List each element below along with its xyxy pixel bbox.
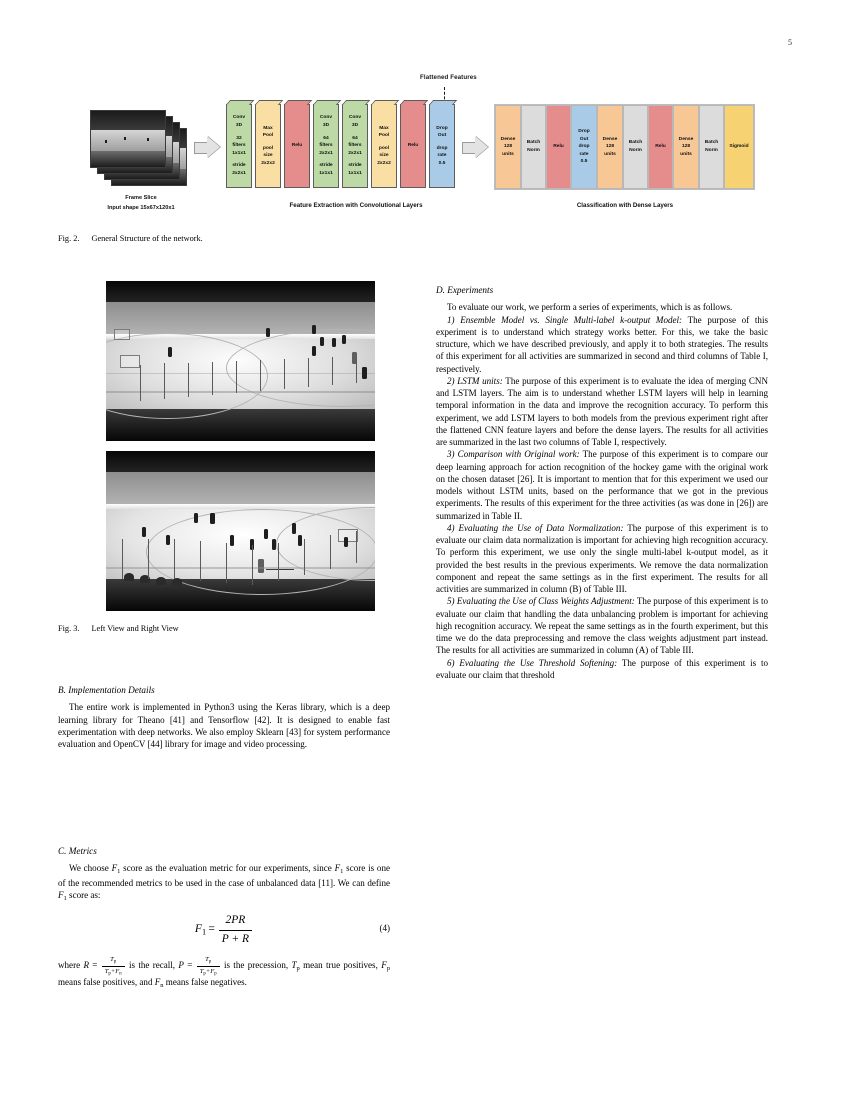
input-frame-caption (66, 194, 216, 213)
layer-text: 2x2x1 (348, 150, 362, 156)
equation-f1-score (58, 913, 390, 947)
f1-symbol: $F_1$ (58, 890, 67, 903)
equation-denominator: P + R (221, 932, 250, 945)
layer-text: Out (437, 133, 447, 139)
layer-text: 128 (605, 144, 615, 150)
equation-numerator: 2PR (219, 913, 252, 931)
layer-text: 64 (323, 135, 329, 141)
left-column-metrics (58, 845, 390, 991)
layer-text: Pool (378, 133, 390, 139)
equation-fraction (219, 913, 252, 947)
paragraph-experiment-item (436, 314, 768, 375)
layer-text: Relu (553, 144, 564, 150)
layer-max-pool (255, 104, 281, 188)
layer-text: Conv (348, 115, 362, 121)
layer-text: 2x2x2 (377, 160, 391, 166)
layer-text: Batch (526, 140, 541, 146)
metrics-text-3: score is one of the recommended metrics to be used in the case of unbalanced data [11]. We can define (58, 863, 390, 889)
layer-text: units (680, 151, 692, 157)
layer-text: Sigmoid (729, 144, 749, 150)
layer-text: 1x1x1 (348, 170, 362, 176)
experiment-item-body: The purpose of this experiment is to evaluate the idea of merging CNN and LSTM layers. The aim is to understand whether LSTM layers will help in learning temporal information in the data and improve the recognition accuracy. To perform this experiment, we add LSTM layers to both models from the previous experiment right after the flattened CNN feature layers and before the dense layers. The results for all activities are summarized in the last two columns of Table I, respectively. (436, 375, 768, 448)
layer-text: stride (232, 163, 246, 169)
figure-2-caption (58, 234, 203, 243)
arrow-input-to-conv-icon (194, 136, 220, 158)
layer-text: 128 (503, 144, 513, 150)
paragraph-experiment-item (436, 595, 768, 656)
layer-conv-3d (342, 104, 368, 188)
paragraph-symbol-definitions: where R = $\frac{T_p}{T_p+F_n}$ is the recall, P = $\frac{T_p}{T_p+F_p}$ is the precession, $T_p$ mean true positives, $F_p$ means false positives, and $F_n$ means false negatives. (58, 956, 390, 990)
layer-text: 0.5 (438, 160, 446, 166)
where-text-5: means false positives, and (58, 977, 155, 988)
metrics-text-4: score as: (66, 890, 101, 901)
layer-text: Dense (602, 136, 618, 142)
heading-implementation-details: B. Implementation Details (58, 685, 155, 695)
true-positives-symbol: $T_p$ (291, 960, 300, 973)
figure-3-left-view-photo (106, 281, 375, 441)
figure-2-caption-text: General Structure of the network. (91, 234, 203, 243)
figure-3-caption-text: Left View and Right View (91, 624, 179, 633)
paragraph-experiment-item (436, 448, 768, 522)
experiment-item-title: 4) Evaluating the Use of Data Normalization: (447, 522, 624, 533)
layer-relu (648, 105, 673, 189)
layer-conv-3d (226, 104, 252, 188)
paragraph-implementation-details: The entire work is implemented in Python3 using the Keras library, which is a deep learning library for Theano [41] and Tensorflow [42]. It is designed to enable fast experimentation with deep networks. We also employ Sklearn [43] for system performance evaluation and OpenCV [44] library for image and video processing. (58, 702, 390, 750)
false-positives-symbol: $F_p$ (381, 960, 390, 973)
flattened-features-label: Flattened Features (420, 74, 477, 81)
layer-text: Batch (704, 140, 719, 146)
heading-experiments: D. Experiments (436, 285, 494, 295)
layer-text: size (379, 153, 389, 159)
feature-extraction-caption: Feature Extraction with Convolutional Layers (289, 202, 423, 209)
experiment-item-body: The purpose of this experiment is to evaluate our claim that handling the data unbalancing problem is important for achieving high recognition accuracy. We repeat the same settings as in the fourth experiment, but this time we do the data preprocessing and remove the class weights adjustment part instead. The results for all activities are summarized in column (A) of Table III. (436, 596, 768, 656)
figure-2-network-diagram (58, 74, 792, 224)
frame-thumbnail (90, 110, 166, 168)
layer-text: Pool (262, 133, 274, 139)
layer-text: units (604, 151, 616, 157)
experiment-items-list (436, 314, 768, 682)
layer-conv-3d (313, 104, 339, 188)
f1-symbol: $F_1$ (334, 863, 344, 876)
figure-3-label: Fig. 3. (58, 624, 80, 633)
equation-number: (4) (379, 923, 390, 933)
layer-text: size (263, 153, 273, 159)
experiment-item-body: The purpose of this experiment is to compare our deep learning approach for action recognition of the hockey game with the original work on the chosen dataset [26]. It is important to mention that for this experiment we used our models without LSTM units, based on the performance that we got in the previous experiments. The results of this experiment for the three activities (as was done in [26]) are summarized in Table II. (436, 449, 768, 521)
layer-text: 128 (681, 144, 691, 150)
layer-text: Dense (678, 136, 694, 142)
where-text-2: is the recall, (125, 960, 179, 971)
where-text-4: mean true positives, (299, 960, 382, 971)
layer-text: 1x1x1 (319, 170, 333, 176)
layer-text: rate (437, 153, 447, 159)
paragraph-experiment-item (436, 522, 768, 596)
layer-text: 3D (351, 123, 359, 129)
experiment-item-body: The purpose of this experiment is to evaluate our claim that threshold (436, 657, 769, 680)
metrics-text-1: We choose (69, 863, 112, 874)
layer-text: pool (378, 145, 390, 151)
layer-text: 2x2x2 (261, 160, 275, 166)
layer-text: 2x2x1 (319, 150, 333, 156)
layer-sigmoid (724, 105, 754, 189)
input-shape-label: Input shape 15x67x120x1 (107, 204, 175, 211)
layer-text: Max (379, 125, 389, 131)
layer-text: Conv (319, 115, 333, 121)
paragraph-experiments-intro: To evaluate our work, we perform a series of experiments, which is as follows. (447, 302, 733, 313)
equation-lhs: $F_1$ (194, 923, 207, 937)
layer-max-pool (371, 104, 397, 188)
layer-dense (597, 105, 623, 189)
experiment-item-body: The purpose of this experiment is to understand which strategy works better. For this, we take the basic structure, which we have described previously, and apply it to both strategies. The results of this experiment for all activities are summarized in second and third columns of Table I, respectively. (436, 314, 768, 374)
layer-text: Norm (527, 148, 540, 153)
layer-relu (284, 104, 310, 188)
layer-relu (546, 105, 571, 189)
layer-text: filters (232, 143, 246, 149)
layer-text: Batch (628, 140, 643, 146)
equation-equals: = (208, 923, 218, 936)
paragraph-experiment-item (436, 657, 768, 682)
layer-drop-out (571, 105, 597, 189)
layer-dense (673, 105, 699, 189)
input-frame-stack (90, 110, 186, 184)
right-column-experiments (436, 284, 768, 681)
layer-text: filters (348, 143, 362, 149)
layer-text: drop (578, 144, 590, 150)
layer-text: Max (263, 125, 273, 131)
f1-symbol: $F_1$ (111, 863, 121, 876)
recall-symbol: R (83, 960, 89, 971)
recall-fraction: $\frac{T_p}{T_p+F_n}$ (102, 956, 125, 976)
precision-fraction: $\frac{T_p}{T_p+F_p}$ (197, 956, 220, 976)
layer-text: stride (348, 163, 362, 169)
layer-text: Dense (500, 136, 516, 142)
layer-relu (400, 104, 426, 188)
layer-text: Conv (232, 115, 246, 121)
heading-metrics: C. Metrics (58, 846, 97, 856)
layer-text: 2x2x1 (232, 170, 246, 176)
experiment-item-title: 6) Evaluating the Use Threshold Softening: (447, 657, 618, 668)
layer-text: Drop (578, 129, 590, 135)
layer-text: pool (262, 145, 274, 151)
experiment-item-title: 5) Evaluating the Use of Class Weights Adjustment: (447, 596, 635, 607)
frame-slice-label: Frame Slice (125, 195, 157, 201)
paragraph-metrics (58, 862, 390, 904)
experiment-item-title: 3) Comparison with Original work: (447, 449, 580, 460)
layer-drop-out (429, 104, 455, 188)
layer-text: 3D (235, 123, 243, 129)
layer-dense (495, 105, 521, 189)
layer-text: Relu (407, 143, 419, 149)
layer-text: rate (579, 151, 589, 157)
layer-text: Drop (436, 125, 448, 131)
layer-text: 1x1x1 (232, 150, 246, 156)
layer-batch-norm (623, 105, 648, 189)
layer-text: Norm (705, 148, 718, 153)
false-negatives-symbol: $F_n$ (154, 977, 164, 990)
where-text-6: means false negatives. (163, 977, 247, 988)
layer-text: Relu (291, 143, 303, 149)
experiment-item-body: The purpose of this experiment is to evaluate our claim data normalization is important for achieving high recognition accuracy. To perform this experiment, we use only the single multi-label k-output model, as it provided the best results in the previous experiments. We remove the data normalization component and repeat the same settings as in the first experiment. The results for all activities are summarized in column (B) of Table III. (436, 522, 769, 595)
experiment-item-title: 1) Ensemble Model vs. Single Multi-label k-output Model: (447, 314, 683, 325)
layer-batch-norm (699, 105, 724, 189)
layer-text: Relu (655, 144, 666, 150)
page-number: 5 (788, 38, 792, 47)
dense-layer-stack (494, 104, 755, 190)
layer-batch-norm (521, 105, 546, 189)
layer-text: stride (319, 163, 333, 169)
where-text-3: is the precession, (220, 960, 292, 971)
layer-text: 32 (236, 135, 242, 141)
convolution-layer-stack (226, 104, 458, 188)
classification-caption: Classification with Dense Layers (576, 202, 674, 209)
figure-3-caption (58, 624, 179, 633)
metrics-text-2: score as the evaluation metric for our experiments, since (120, 863, 335, 874)
precision-symbol: P (178, 960, 184, 971)
layer-text: 0.5 (580, 159, 588, 165)
figure-2-label: Fig. 2. (58, 234, 80, 243)
experiment-item-title: 2) LSTM units: (447, 375, 503, 386)
paragraph-experiment-item (436, 375, 768, 449)
layer-text: 64 (352, 135, 358, 141)
arrow-conv-to-dense-icon (462, 136, 488, 158)
layer-text: Norm (629, 148, 642, 153)
where-text-1: where (58, 960, 84, 971)
layer-text: filters (319, 143, 333, 149)
layer-text: units (502, 151, 514, 157)
figure-3-right-view-photo (106, 451, 375, 611)
layer-text: 3D (322, 123, 330, 129)
left-column-implementation (58, 684, 390, 750)
layer-text: drop (436, 145, 448, 151)
layer-text: Out (579, 136, 589, 142)
